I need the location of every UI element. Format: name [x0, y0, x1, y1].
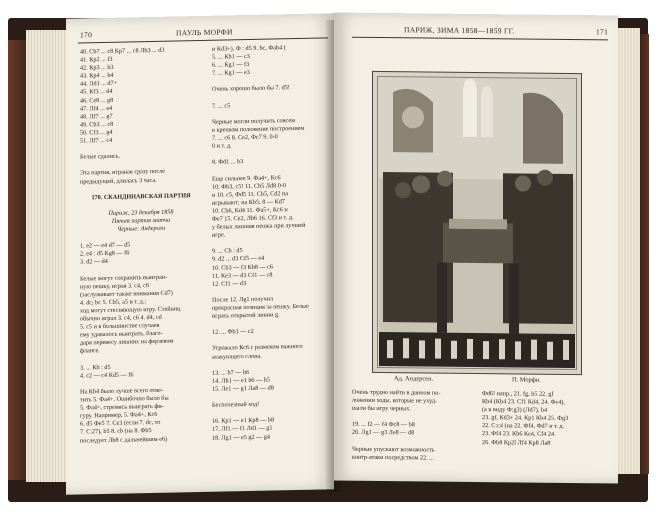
- left-col1-line: ную пешку, играя 3. c4, c6: [80, 281, 149, 291]
- right-column-1: [352, 389, 476, 463]
- left-col1-line: 42. Кр3 ... b3: [80, 63, 114, 72]
- left-col1-line: 4. dc, bc 5. Сb5, a5 и т. д.;: [80, 298, 147, 307]
- chess-engraving: [372, 71, 582, 375]
- right-header-rule: [352, 37, 608, 41]
- left-col2-line: 7. ... Кg1 — e3: [212, 69, 250, 78]
- left-col2-line: Угрожало Кс6 с размеком важного: [212, 343, 303, 353]
- left-col1-line: гуру. Например, 5. Фа4+, Кc6: [80, 411, 158, 420]
- right-col2-line: Фd6! напр., 21. fg, b5 22. gf: [482, 390, 554, 398]
- left-col2-line: 10. Сb6, Кd4 11. Фa5+, Кc6 и: [212, 206, 288, 215]
- left-col1-line: Белые могут сохранить выигран-: [80, 273, 168, 283]
- left-col2-line: 17. Лf1 — f1 Лd1 — g1: [212, 424, 273, 434]
- left-col1-line: обычно играл 3. c4, c6 4. d4, cd: [80, 313, 162, 323]
- right-page: [334, 13, 618, 484]
- right-col2-line: Кb4 (Кb4 23. Сf1 Кd4, 24. Фс4),: [482, 398, 565, 407]
- left-col1-line: даря перевесу лишних на ферзевом: [80, 337, 174, 347]
- left-col2-line: игре.: [212, 231, 226, 239]
- right-page-header: ПАРИЖ, ЗИМА 1858—1859 ГГ.: [404, 25, 515, 36]
- left-col2-line: 11. Кe3 — d3 Сf1 — c8: [212, 271, 273, 280]
- right-col1-line: Черные упускают возможность: [352, 445, 435, 454]
- left-col1-line: 6. d5 Фe5 7. Сe3 (если 7. dc, то: [80, 419, 161, 428]
- left-col1-line: 3. d2 — d4: [80, 258, 108, 266]
- left-col1-line: 51. Лf7 ... c4: [80, 136, 113, 145]
- left-col1-line: Белые сдались.: [80, 152, 121, 161]
- left-col2-line: 9. d2 ... d3 Сf5 — e4: [212, 255, 265, 264]
- left-col2-line: в крепком положение построением: [212, 124, 305, 134]
- right-page-number: 171: [596, 27, 609, 37]
- left-col1-line: 43. Кр4 ... b4: [80, 72, 114, 80]
- left-col1-line: 4. c2 — c4 Кd5 — f6: [80, 371, 134, 380]
- left-col2-line: 8. Фd1 ... b3: [212, 158, 244, 167]
- left-col2-line: Черные могли получить совсем: [212, 116, 296, 126]
- left-col2-line: 7. ... c6 8. Сe2, Фc7 9. 0-0: [212, 133, 278, 142]
- left-col1-line: 48. Лf7 ... g7: [80, 112, 113, 121]
- right-col1-line: 19. ... f2 — f4 Фc8 — b8: [352, 421, 415, 429]
- left-col1-line: ход могут стесняющую игру. Стейниц: [80, 305, 181, 315]
- left-col2-line: прекрасная позиция за пешку. Белые: [212, 302, 309, 312]
- left-col2-line: Очень хорошо было бы 7. d5!: [212, 84, 290, 94]
- left-col2-line: 6. ... Кg1 — f3: [212, 61, 250, 69]
- left-col1-line: 170. СКАНДИНАВСКАЯ ПАРТИЯ: [91, 191, 191, 201]
- left-col2-line: игрывают; на Кb5, 8 — Кd7: [212, 198, 285, 207]
- right-col1-line: 20. Лg1 — g3 Лe8 — d8: [352, 429, 415, 437]
- left-col1-line: 49. Сb3 ... c8: [80, 120, 114, 129]
- right-col1-line: Очень трудно найти в данном по-: [352, 388, 441, 397]
- left-col1-line: 5. Фа4+, стремясь выиграть фи-: [80, 402, 164, 412]
- left-col2-line: 13. ... b7 — b6: [212, 368, 250, 377]
- left-col1-line: 5. c5 и в большинстве случаев: [80, 322, 160, 331]
- left-col1-line: тить 5. Фа4+. Ошибочно было бы: [80, 394, 169, 404]
- left-col1-line: Черные: Андерсен: [116, 224, 166, 233]
- right-col1-line: ложении ходы, которые не ухуд-: [352, 396, 438, 405]
- left-col2-line: 14. Лh1 — e1 h6 — h5: [212, 376, 270, 385]
- left-col2-line: 16. Кр1 — e1 Кр8 — b8: [212, 416, 275, 426]
- left-col2-line: у белых лишняя пешка при лучшей: [212, 221, 306, 231]
- engraving-illustration: [373, 72, 581, 374]
- left-col2-line: и 10. c5, Фd5 11. Сb5, Сd2 на: [212, 189, 289, 199]
- left-col1-line: 2. e4 : d5 Кg8 — f6: [80, 249, 130, 258]
- left-col2-line: 12. Сf1 — d3: [212, 279, 247, 288]
- left-col2-line: Бесполезный ход!: [212, 400, 260, 409]
- left-col1-line: предыдущей, длилась 3 часа.: [80, 176, 157, 186]
- left-col1-line: 45. Кf3 ... d4: [80, 88, 113, 96]
- left-col2-line: играть открытой линии g.: [212, 311, 280, 320]
- right-col2-line: 23. Фf4 23. Кb6 Кe4, Cf4 24.: [482, 430, 556, 439]
- left-col2-line: 5. ... Кb1 — c3: [212, 53, 250, 61]
- left-col2-line: 0 и т. д.: [212, 142, 232, 150]
- left-col2-line: 10. Сb3 — f3 Кb8 — c6: [212, 263, 274, 272]
- left-col2-line: Фe7 15. Сe2, Лb6 16. Сf3 и т. д.: [212, 214, 294, 223]
- left-col1-line: 46. Сe8 ... g8: [80, 96, 114, 105]
- left-column-2: [212, 43, 330, 442]
- caption-morphy: П. Морфи.: [512, 376, 541, 384]
- left-col2-line: 15. Лe1 — g1 Лa8 — d8: [212, 384, 274, 393]
- left-col2-line: 12. ... Фb3 — c2: [212, 328, 254, 337]
- left-col2-line: 18. Лg1 — e5 g2 — g4: [212, 433, 270, 442]
- left-col1-line: 44. Лd1 ... d7+: [80, 80, 118, 88]
- left-col2-line: и Кd3+), Ф : d5 9. bc, Фаb4 (: [212, 44, 286, 53]
- left-header-rule: [78, 37, 328, 43]
- left-page-number: 170: [80, 30, 93, 40]
- right-col2-line: 23. gf, Кd3+ 24. Кр1 Кb4 25. Фg3: [482, 414, 569, 423]
- left-col1-line: последует Лb8 с дальнейшим e6): [80, 435, 168, 445]
- left-col1-line: 47. Лf4 ... e4: [80, 104, 113, 113]
- left-col1-line: фланге.: [80, 347, 100, 355]
- left-col1-line: 1. e2 — e4 d7 — d5: [80, 241, 131, 250]
- left-col1-line: 50. Сf3 ... g4: [80, 128, 113, 137]
- left-col2-line: 10. Фb3, c5! 11. Сb5 Лd8 0-0: [212, 181, 286, 191]
- left-col1-line: 40. Сb7 ... c8 Кр7 ... c8 Лb3 ... d3: [80, 46, 165, 56]
- left-col2-line: Еще сильнее 9. Фа4+, Кc6: [212, 173, 281, 183]
- right-col2-line: (а в виду Ф:g3) (Лd7), b4: [482, 406, 548, 414]
- left-col1-line: 7. С:27), b5 8. cb (на 8. Фb5: [80, 427, 152, 436]
- left-page-header: ПАУЛЬ МОРФИ: [176, 27, 233, 38]
- right-column-2: [482, 390, 610, 448]
- left-col2-line: 9. ... Сb : d5: [212, 247, 243, 256]
- left-col1-line: (заслуживает также внимания Сd7): [80, 289, 173, 299]
- left-column-1: [80, 46, 202, 445]
- left-col1-line: 41. Кр2 ... f3: [80, 55, 113, 64]
- left-col1-line: На Кb4 было лучше всего отве-: [80, 386, 163, 396]
- left-col1-line: ему удавалось выиграть, благо-: [80, 330, 163, 339]
- caption-anderssen: Ад. Андерсен.: [394, 375, 434, 383]
- left-col1-line: 3. ... Кb : d5: [80, 363, 111, 372]
- right-col1-line: шали бы игру черных.: [352, 404, 411, 413]
- left-col1-line: Париж, 23 декабря 1858: [108, 208, 174, 217]
- left-page: [66, 13, 334, 495]
- left-col2-line: 7. ... c5: [212, 102, 231, 110]
- left-col1-line: Пятая партия матча: [111, 216, 171, 225]
- left-col2-line: После 12. Лg1 получил: [212, 295, 274, 304]
- left-col2-line: атакующего слона.: [212, 352, 262, 361]
- left-col1-line: Эта партия, играная сразу после: [80, 168, 166, 177]
- right-col2-line: 26. Фb8 Кр2l Лf4 Кр8 Лa8: [482, 438, 551, 447]
- right-col2-line: 22. C:c4 (на 22. Фf4, Фd7 и т. д.: [482, 422, 565, 431]
- right-col1-line: контр-атаки посредством 22. ...: [352, 453, 434, 462]
